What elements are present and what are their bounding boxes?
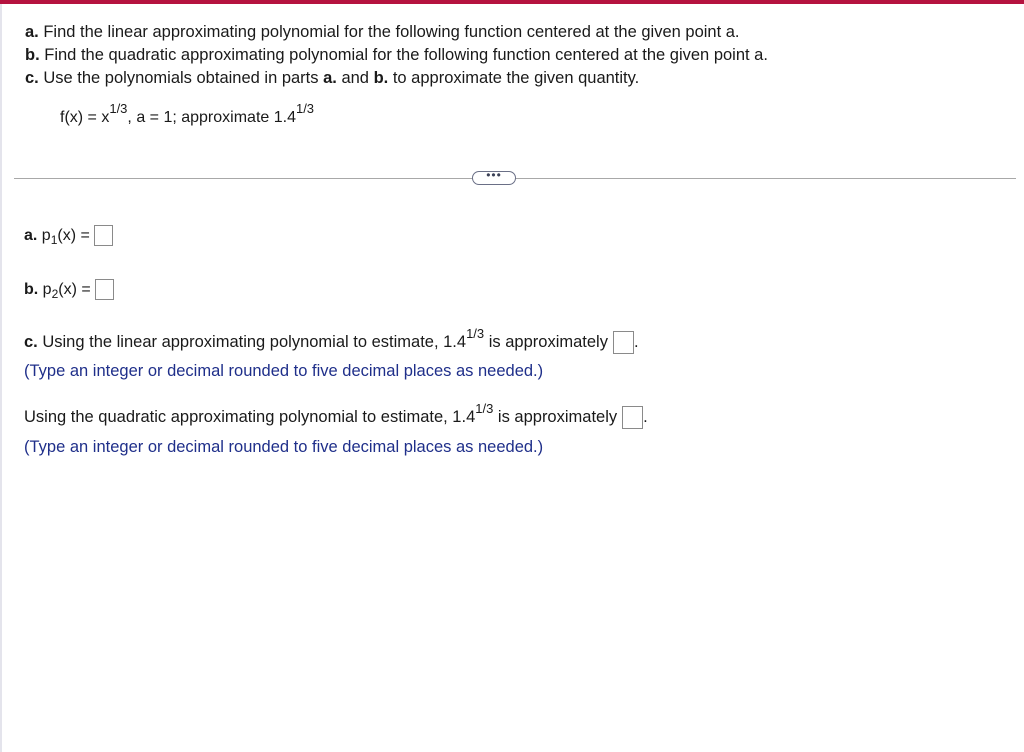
instruction-c-text-1: Use the polynomials obtained in parts	[38, 69, 324, 87]
instruction-a-text: Find the linear approximating polynomial for the following function centered at the given point a.	[38, 23, 740, 41]
instruction-c-bold-a: a.	[323, 69, 337, 87]
part-d-text-1: Using the quadratic approximating polynomial to estimate, 1.4	[24, 408, 476, 426]
instruction-c	[25, 68, 639, 88]
part-d-question	[24, 400, 648, 429]
formula-lhs: f(x) = x	[60, 109, 110, 126]
function-formula	[60, 100, 315, 130]
instruction-b-text: Find the quadratic approximating polynomial for the following function centered at the given point a.	[39, 46, 768, 64]
instruction-c-text-3: to approximate the given quantity.	[388, 69, 640, 87]
instruction-c-text-2: and	[336, 69, 374, 87]
answer-a-rest: (x) =	[57, 227, 95, 244]
part-c-hint: (Type an integer or decimal rounded to five decimal places as needed.)	[24, 362, 544, 380]
part-d-hint: (Type an integer or decimal rounded to five decimal places as needed.)	[24, 438, 544, 456]
answer-b-input[interactable]	[95, 279, 114, 300]
answer-a-row	[24, 224, 113, 248]
answer-a-subscript: 1	[50, 233, 58, 247]
part-c-exponent: 1/3	[466, 325, 485, 341]
instruction-b-label: b.	[25, 46, 40, 64]
formula-exponent-2: 1/3	[295, 100, 315, 116]
part-c-text-2: is approximately	[484, 333, 608, 351]
answer-a-input[interactable]	[94, 225, 113, 246]
more-options-button[interactable]: •••	[472, 171, 516, 185]
part-c-input[interactable]	[613, 331, 634, 354]
part-d-exponent: 1/3	[475, 400, 494, 416]
answer-b-label: b.	[24, 281, 39, 298]
part-d-period: .	[643, 408, 648, 426]
instruction-a-label: a.	[25, 23, 39, 41]
instruction-a	[25, 22, 740, 42]
part-c-text-1: Using the linear approximating polynomial to estimate, 1.4	[37, 333, 467, 351]
formula-exponent-1: 1/3	[109, 100, 128, 116]
part-c-question	[24, 325, 639, 354]
part-d-input[interactable]	[622, 406, 643, 429]
instruction-c-bold-b: b.	[373, 69, 389, 87]
answer-a-p: p	[37, 227, 51, 244]
instruction-c-label: c.	[25, 69, 39, 87]
answer-b-row	[24, 278, 114, 302]
answer-b-p: p	[38, 281, 52, 298]
answer-a-label: a.	[24, 227, 38, 244]
left-border	[0, 4, 2, 752]
top-accent-bar	[0, 0, 1024, 4]
answer-b-subscript: 2	[51, 287, 59, 301]
answer-b-rest: (x) =	[58, 281, 96, 298]
instruction-b	[25, 45, 768, 65]
part-d-text-2: is approximately	[493, 408, 618, 426]
formula-mid: , a = 1; approximate 1.4	[127, 109, 296, 126]
part-c-period: .	[633, 333, 639, 351]
part-c-label: c.	[24, 333, 38, 351]
